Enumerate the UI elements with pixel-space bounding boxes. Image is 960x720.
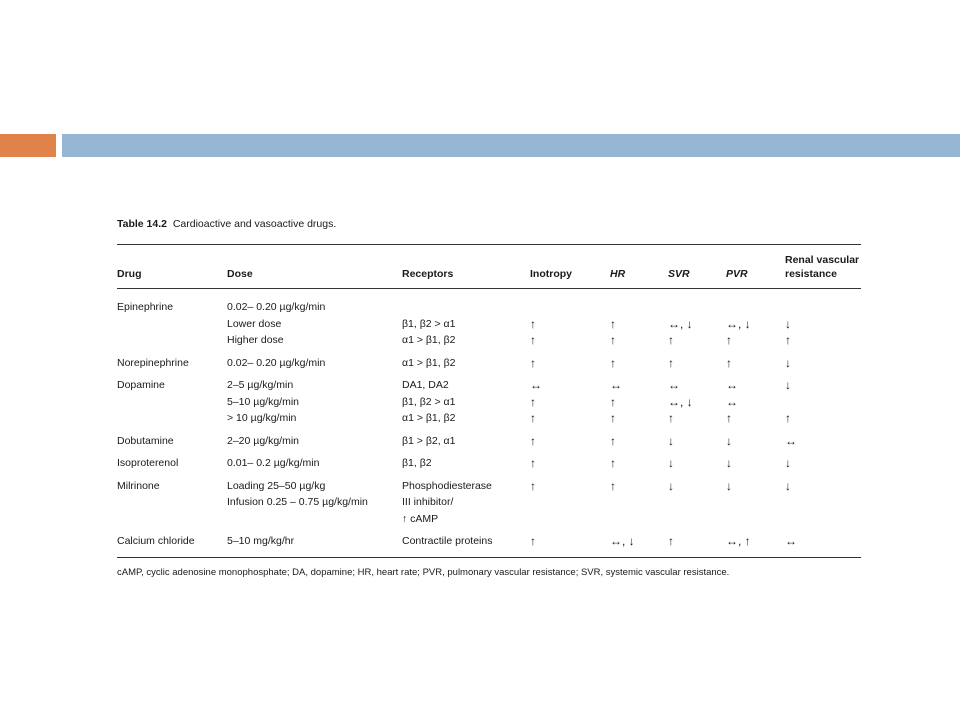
table-footnote: cAMP, cyclic adenosine monophosphate; DA, dopamine; HR, heart rate; PVR, pulmonary vascular resistance; SVR, systemic vascular resistance. [117, 566, 730, 578]
inotropy-value: ↑ [530, 355, 536, 370]
cell-receptors [402, 472, 530, 528]
pvr-value: ↓ [726, 433, 732, 448]
svr-value [668, 299, 726, 316]
header-hr: HR [610, 245, 668, 289]
inotropy-value: ↑ [530, 478, 536, 493]
cell-svr [668, 527, 726, 557]
receptors-value: β1 > β2, α1 [402, 434, 456, 447]
accent-bar-orange [0, 134, 56, 157]
svr-value: ↓ [668, 433, 674, 448]
table-row [117, 449, 861, 472]
table-caption-text: Cardioactive and vasoactive drugs. [172, 218, 337, 230]
header-dose: Dose [227, 245, 402, 289]
cell-svr [668, 289, 726, 349]
dose-value: 2–5 µg/kg/min [227, 379, 294, 391]
renal-value: ↓ [785, 456, 791, 470]
cell-receptors [402, 289, 530, 349]
cell-dose [227, 527, 402, 557]
cell-hr [610, 349, 668, 372]
svr-value: ↑ [668, 355, 674, 370]
dose-value: 0.02– 0.20 µg/kg/min [227, 356, 326, 369]
table-row [117, 289, 861, 349]
cell-renal [785, 349, 861, 372]
receptors-value: ↑ cAMP [402, 512, 439, 525]
pvr-value [726, 299, 785, 316]
cell-svr [668, 371, 726, 427]
cell-pvr [726, 371, 785, 427]
svr-value: ↑ [668, 411, 674, 425]
table-caption [117, 218, 862, 230]
cell-drug [117, 427, 227, 450]
cell-inotropy [530, 472, 610, 528]
receptors-value: β1, β2 [402, 457, 432, 469]
receptors-value: DA1, DA2 [402, 379, 449, 391]
header-drug: Drug [117, 245, 227, 289]
cell-drug [117, 449, 227, 472]
cell-inotropy [530, 427, 610, 450]
header-renal-line-2: resistance [785, 268, 837, 280]
inotropy-value: ↑ [530, 316, 536, 331]
cell-renal [785, 527, 861, 557]
dose-value: > 10 µg/kg/min [227, 412, 297, 424]
pvr-value: ↑ [726, 333, 732, 347]
cell-inotropy [530, 349, 610, 372]
dose-value: Loading 25–50 µg/kg [227, 479, 326, 492]
drug-name: Norepinephrine [117, 356, 189, 369]
drug-name: Isoproterenol [117, 457, 179, 469]
inotropy-value: ↑ [530, 394, 536, 409]
inotropy-value: ↑ [530, 333, 536, 347]
cell-receptors [402, 371, 530, 427]
cell-dose [227, 289, 402, 349]
svr-value: ↑ [668, 534, 674, 548]
table-row [117, 371, 861, 427]
svr-value: ↓ [668, 478, 674, 493]
svr-value: ↑ [668, 333, 674, 347]
pvr-value: ↔ [726, 394, 738, 409]
hr-value: ↑ [610, 333, 616, 347]
inotropy-value: ↑ [530, 411, 536, 425]
renal-value: ↔ [785, 433, 797, 448]
table-row [117, 472, 861, 528]
cell-drug [117, 349, 227, 372]
drug-name: Epinephrine [117, 301, 174, 313]
pvr-value: ↑ [726, 411, 732, 425]
inotropy-value: ↑ [530, 433, 536, 448]
receptors-value: α1 > β1, β2 [402, 356, 456, 369]
hr-value: ↑ [610, 355, 616, 370]
dose-value: 5–10 mg/kg/hr [227, 535, 295, 547]
svr-value: ↓ [668, 456, 674, 470]
hr-value: ↑ [610, 478, 616, 493]
cell-svr [668, 349, 726, 372]
cell-renal [785, 371, 861, 427]
pvr-value: ↓ [726, 478, 732, 493]
hr-value [610, 299, 668, 316]
cell-drug [117, 472, 227, 528]
receptors-value: β1, β2 > α1 [402, 395, 456, 408]
renal-value [785, 299, 861, 316]
renal-value [785, 394, 861, 411]
pvr-value: ↔, ↓ [726, 316, 751, 331]
svr-value: ↔ [668, 378, 680, 392]
cell-pvr [726, 449, 785, 472]
cell-renal [785, 449, 861, 472]
header-renal-line-1: Renal vascular [785, 254, 860, 266]
pvr-value: ↔, ↑ [726, 534, 751, 548]
renal-value: ↔ [785, 534, 797, 548]
svr-value: ↔, ↓ [668, 394, 693, 409]
receptors-value: III inhibitor/ [402, 496, 454, 508]
renal-value: ↓ [785, 316, 791, 331]
cell-dose [227, 349, 402, 372]
cell-dose [227, 371, 402, 427]
dose-value: Higher dose [227, 334, 284, 346]
cell-dose [227, 449, 402, 472]
header-inotropy: Inotropy [530, 245, 610, 289]
cell-inotropy [530, 289, 610, 349]
dose-value: 5–10 µg/kg/min [227, 395, 300, 408]
dose-value: 0.01– 0.2 µg/kg/min [227, 457, 320, 469]
dose-value: 2–20 µg/kg/min [227, 434, 300, 447]
cell-svr [668, 449, 726, 472]
dose-value: 0.02– 0.20 µg/kg/min [227, 301, 326, 313]
renal-value: ↓ [785, 478, 791, 493]
receptors-value: Contractile proteins [402, 535, 493, 547]
drug-name: Dobutamine [117, 434, 174, 447]
cell-inotropy [530, 371, 610, 427]
cell-renal [785, 472, 861, 528]
cell-inotropy [530, 527, 610, 557]
cell-drug [117, 289, 227, 349]
drug-table [117, 244, 861, 558]
cell-drug [117, 371, 227, 427]
drug-table-figure [117, 218, 862, 578]
cell-hr [610, 371, 668, 427]
cell-hr [610, 472, 668, 528]
pvr-value: ↓ [726, 456, 732, 470]
renal-value: ↓ [785, 355, 791, 370]
cell-pvr [726, 472, 785, 528]
cell-pvr [726, 527, 785, 557]
accent-bar-blue [62, 134, 960, 157]
cell-svr [668, 472, 726, 528]
drug-name: Milrinone [117, 479, 160, 492]
table-row [117, 427, 861, 450]
hr-value: ↑ [610, 433, 616, 448]
receptors-value [402, 299, 530, 316]
header-renal-vascular-resistance [785, 245, 861, 289]
cell-receptors [402, 427, 530, 450]
table-caption-label: Table 14.2 [117, 218, 167, 230]
receptors-value: β1, β2 > α1 [402, 317, 456, 330]
receptors-value: α1 > β1, β2 [402, 334, 456, 346]
table-row [117, 527, 861, 557]
receptors-value: Phosphodiesterase [402, 479, 492, 492]
cell-dose [227, 472, 402, 528]
cell-hr [610, 449, 668, 472]
cell-drug [117, 527, 227, 557]
header-receptors: Receptors [402, 245, 530, 289]
drug-name: Calcium chloride [117, 535, 195, 547]
header-svr: SVR [668, 245, 726, 289]
cell-renal [785, 427, 861, 450]
pvr-value: ↑ [726, 355, 732, 370]
renal-value: ↑ [785, 333, 791, 347]
renal-value: ↑ [785, 411, 791, 425]
hr-value: ↑ [610, 456, 616, 470]
cell-hr [610, 289, 668, 349]
drug-name: Dopamine [117, 379, 165, 391]
hr-value: ↔, ↓ [610, 534, 635, 548]
table-body [117, 289, 861, 558]
cell-receptors [402, 349, 530, 372]
receptors-value: α1 > β1, β2 [402, 412, 456, 424]
cell-hr [610, 427, 668, 450]
inotropy-value: ↑ [530, 456, 536, 470]
cell-svr [668, 427, 726, 450]
hr-value: ↑ [610, 411, 616, 425]
pvr-value: ↔ [726, 378, 738, 392]
cell-receptors [402, 449, 530, 472]
hr-value: ↑ [610, 394, 616, 409]
inotropy-value [530, 299, 610, 316]
renal-value: ↓ [785, 378, 791, 392]
dose-value: Lower dose [227, 317, 282, 330]
cell-dose [227, 427, 402, 450]
cell-pvr [726, 289, 785, 349]
hr-value: ↑ [610, 316, 616, 331]
dose-value: Infusion 0.25 – 0.75 µg/kg/min [227, 496, 368, 508]
table-row [117, 349, 861, 372]
svr-value: ↔, ↓ [668, 316, 693, 331]
cell-renal [785, 289, 861, 349]
cell-inotropy [530, 449, 610, 472]
cell-pvr [726, 349, 785, 372]
cell-receptors [402, 527, 530, 557]
hr-value: ↔ [610, 378, 622, 392]
inotropy-value: ↔ [530, 378, 542, 392]
cell-hr [610, 527, 668, 557]
table-header-row [117, 245, 861, 289]
header-pvr: PVR [726, 245, 785, 289]
inotropy-value: ↑ [530, 534, 536, 548]
cell-pvr [726, 427, 785, 450]
